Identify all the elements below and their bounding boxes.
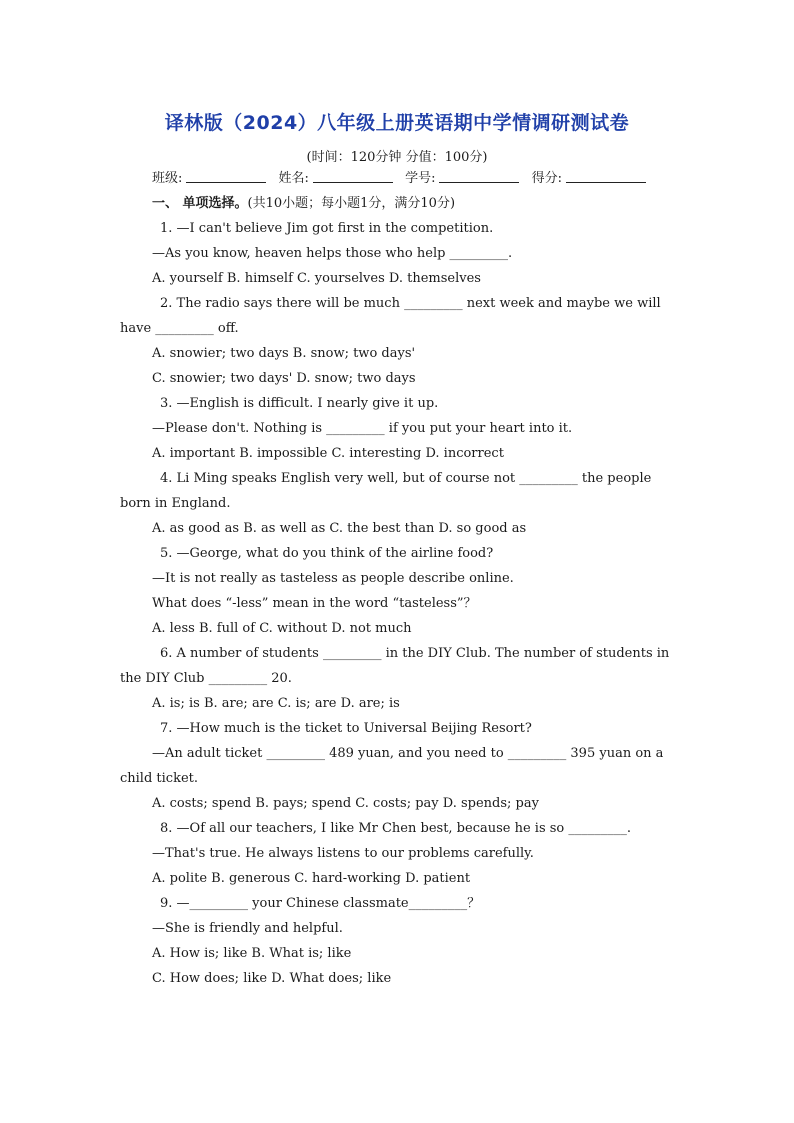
q9-options-ab: A. How is; like B. What is; like bbox=[152, 946, 352, 961]
q1-options: A. yourself B. himself C. yourselves D. themselves bbox=[152, 271, 481, 286]
q5-reply: —It is not really as tasteless as people describe online. bbox=[152, 571, 514, 586]
q4-options: A. as good as B. as well as C. the best than D. so good as bbox=[152, 521, 527, 536]
q2-stem-cont: have _________ off. bbox=[120, 321, 239, 336]
q5-stem: 5. —George, what do you think of the airline food? bbox=[160, 546, 494, 561]
name-blank bbox=[313, 170, 393, 183]
class-label: 班级: bbox=[152, 171, 183, 186]
q8-options: A. polite B. generous C. hard-working D. patient bbox=[152, 871, 471, 886]
section-note: (共10小题；每小题1分，满分10分) bbox=[247, 196, 456, 211]
class-blank bbox=[186, 170, 266, 183]
q5-options: A. less B. full of C. without D. not much bbox=[152, 621, 412, 636]
q1-reply: —As you know, heaven helps those who help _________. bbox=[152, 246, 513, 261]
q8-stem: 8. —Of all our teachers, I like Mr Chen best, because he is so _________. bbox=[160, 821, 632, 836]
q7-options: A. costs; spend B. pays; spend C. costs; pay D. spends; pay bbox=[152, 796, 539, 811]
q9-reply: —She is friendly and helpful. bbox=[152, 921, 343, 936]
q2-options-cd: C. snowier; two days' D. snow; two days bbox=[152, 371, 416, 386]
section-title: 一、 单项选择。 bbox=[152, 196, 248, 211]
q6-stem-cont: the DIY Club _________ 20. bbox=[120, 671, 292, 686]
student-info-row bbox=[152, 170, 654, 188]
q4-stem: 4. Li Ming speaks English very well, but of course not _________ the people bbox=[160, 471, 652, 486]
exam-title: 译林版（2024）八年级上册英语期中学情调研测试卷 bbox=[164, 112, 630, 134]
q2-stem: 2. The radio says there will be much _________ next week and maybe we will bbox=[160, 296, 661, 311]
q5-question: What does “-less” mean in the word “tasteless”？ bbox=[152, 596, 477, 611]
q9-stem: 9. —_________ your Chinese classmate_________？ bbox=[160, 896, 481, 911]
q9-options-cd: C. How does; like D. What does; like bbox=[152, 971, 392, 986]
q3-stem: 3. —English is difficult. I nearly give it up. bbox=[160, 396, 439, 411]
q3-options: A. important B. impossible C. interesting D. incorrect bbox=[152, 446, 504, 461]
q7-reply: —An adult ticket _________ 489 yuan, and you need to _________ 395 yuan on a bbox=[152, 746, 664, 761]
q7-reply-cont: child ticket. bbox=[120, 771, 199, 786]
q7-stem: 7. —How much is the ticket to Universal Beijing Resort? bbox=[160, 721, 532, 736]
number-label: 学号: bbox=[405, 171, 436, 186]
score-label: 得分: bbox=[531, 171, 562, 186]
q8-reply: —That's true. He always listens to our problems carefully. bbox=[152, 846, 534, 861]
q6-stem: 6. A number of students _________ in the DIY Club. The number of students in bbox=[160, 646, 670, 661]
q1-stem: 1. —I can't believe Jim got first in the competition. bbox=[160, 221, 494, 236]
q3-reply: —Please don't. Nothing is _________ if you put your heart into it. bbox=[152, 421, 573, 436]
section-heading bbox=[152, 195, 455, 213]
score-blank bbox=[566, 170, 646, 183]
exam-subtitle: (时间：120分钟 分值：100分) bbox=[306, 150, 488, 165]
number-blank bbox=[439, 170, 519, 183]
name-label: 姓名: bbox=[278, 171, 309, 186]
q4-stem-cont: born in England. bbox=[120, 496, 231, 511]
q6-options: A. is; is B. are; are C. is; are D. are; is bbox=[152, 696, 400, 711]
q2-options-ab: A. snowier; two days B. snow; two days' bbox=[152, 346, 416, 361]
